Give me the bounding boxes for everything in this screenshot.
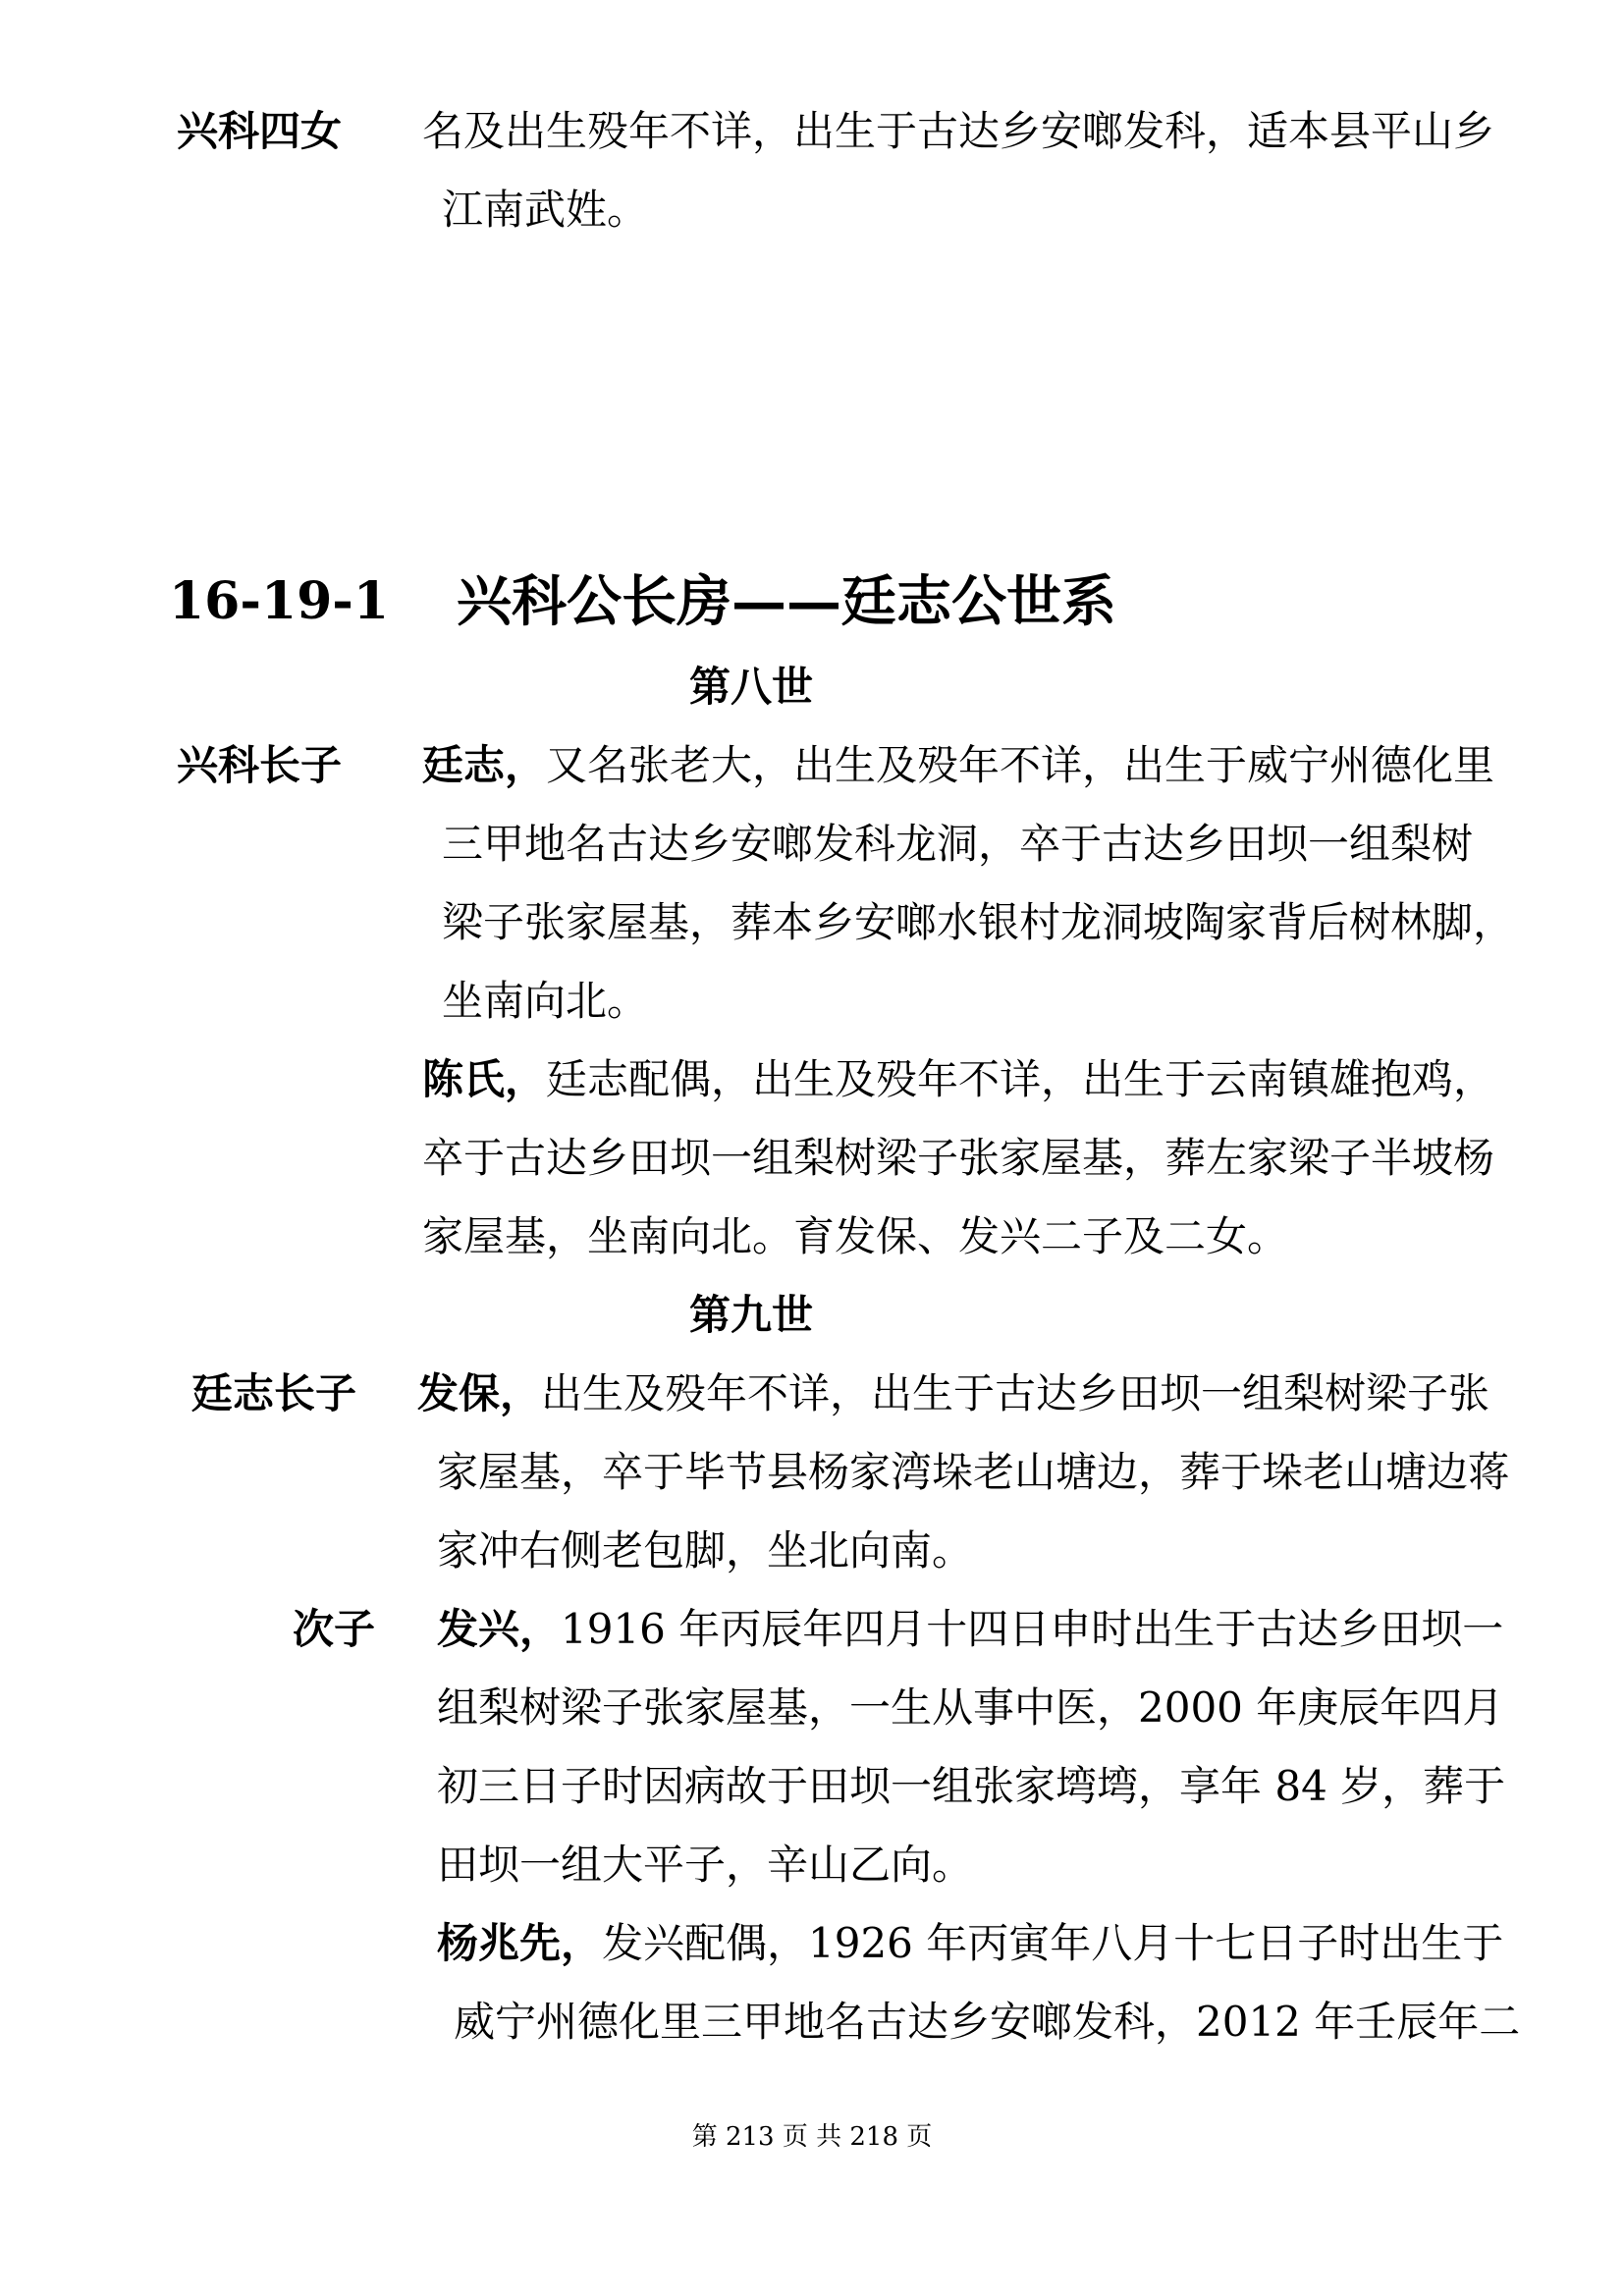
person-name: 发兴，: [437, 1605, 562, 1653]
entry-text: 廷志配偶，出生及殁年不详，出生于云南镇雄抱鸡，: [546, 1055, 1495, 1103]
entry-text-line: 田坝一组大平子，辛山乙向。: [437, 1841, 974, 1889]
entry-text-line: 坐南向北。: [442, 977, 649, 1025]
page-number: 第 213 页 共 218 页: [691, 2122, 933, 2152]
person-name: 陈氏，: [422, 1055, 547, 1103]
section-title: 兴科公长房——廷志公世系: [457, 569, 1116, 634]
entry-text-line: 威宁州德化里三甲地名古达乡安啷发科，2012 年壬辰年二: [454, 1998, 1521, 2046]
entry-text-line: 梁子张家屋基，葬本乡安啷水银村龙洞坡陶家背后树林脚，: [442, 898, 1515, 946]
entry-text-line: 三甲地名古达乡安啷发科龙洞，卒于古达乡田坝一组梨树: [442, 820, 1474, 868]
entry-text-line: [437, 1602, 1503, 1657]
entry-text-line: 组梨树梁子张家屋基，一生从事中医，2000 年庚辰年四月: [437, 1683, 1504, 1732]
entry-text-line: [437, 1916, 1503, 1971]
entry-text-line: 家冲右侧老包脚，坐北向南。: [437, 1526, 974, 1575]
generation-heading: 第九世: [689, 1291, 814, 1339]
entry-text-line: 江南武姓。: [442, 186, 649, 234]
entry-label: 次子: [293, 1605, 376, 1653]
entry-text-line: 家屋基，坐南向北。育发保、发兴二子及二女。: [422, 1212, 1289, 1260]
person-name: 杨兆先，: [437, 1919, 603, 1967]
entry-text: 又名张老大，出生及殁年不详，出生于威宁州德化里: [546, 741, 1495, 789]
entry-text-line: 家屋基，卒于毕节县杨家湾垛老山塘边，葬于垛老山塘边蒋: [437, 1448, 1510, 1496]
generation-heading: 第八世: [689, 663, 814, 711]
person-name: 廷志，: [422, 741, 547, 789]
entry-text-line: [417, 1366, 1489, 1421]
entry-label: 廷志长子: [191, 1369, 357, 1417]
entry-text-line: 名及出生殁年不详，出生于古达乡安啷发科，适本县平山乡: [422, 107, 1495, 155]
entry-text-line: [422, 738, 1494, 793]
entry-text: 发兴配偶，1926 年丙寅年八月十七日子时出生于: [602, 1919, 1504, 1967]
entry-text-line: [422, 1052, 1494, 1107]
entry-text: 出生及殁年不详，出生于古达乡田坝一组梨树梁子张: [541, 1369, 1490, 1417]
person-name: 发保，: [417, 1369, 542, 1417]
entry-text-line: 初三日子时因病故于田坝一组张家塆塆，享年 84 岁，葬于: [437, 1762, 1506, 1810]
entry-text-line: 卒于古达乡田坝一组梨树梁子张家屋基，葬左家梁子半坡杨: [422, 1134, 1495, 1182]
section-number: 16-19-1: [169, 571, 390, 631]
entry-text: 1916 年丙辰年四月十四日申时出生于古达乡田坝一: [561, 1605, 1504, 1653]
entry-label: 兴科四女: [177, 107, 343, 155]
entry-label: 兴科长子: [177, 741, 343, 789]
